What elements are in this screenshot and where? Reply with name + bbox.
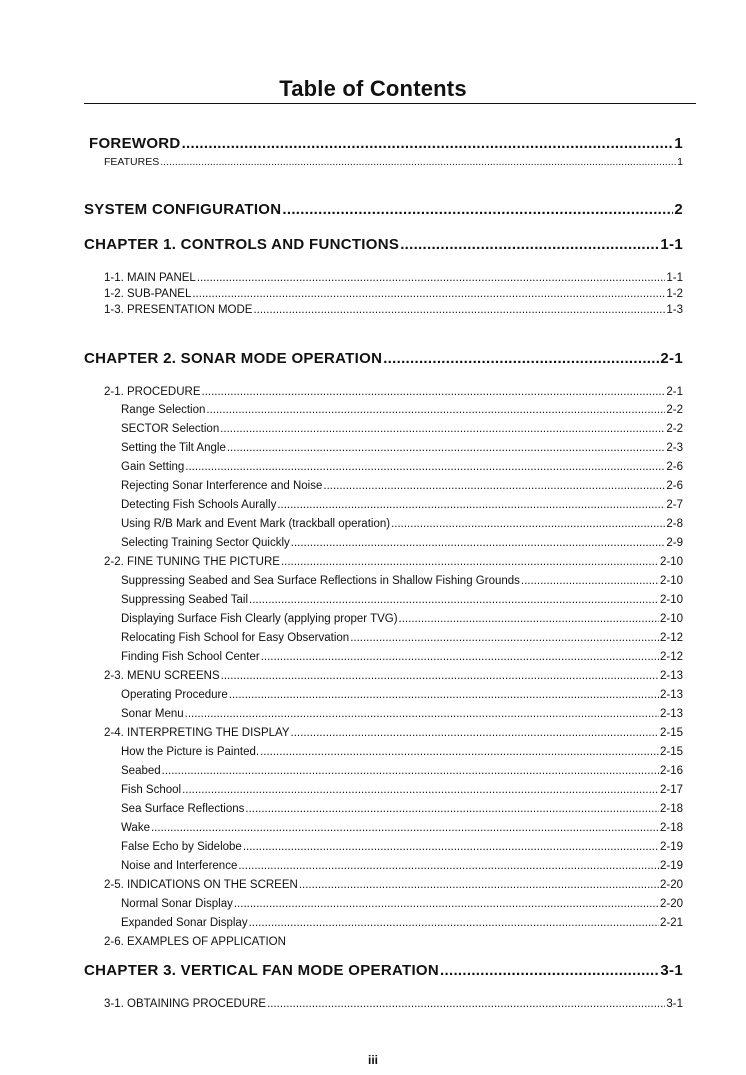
toc-page: 2-3 bbox=[666, 442, 683, 454]
toc-label: False Echo by Sidelobe bbox=[121, 841, 242, 853]
toc-entry-2-5[interactable] bbox=[104, 877, 683, 893]
toc-label: Sonar Menu bbox=[121, 708, 184, 720]
toc-label: FOREWORD bbox=[89, 135, 181, 152]
dot-leader bbox=[160, 154, 676, 170]
toc-label: Seabed bbox=[121, 765, 161, 777]
toc-entry[interactable] bbox=[121, 459, 683, 475]
toc-page: 1-1 bbox=[660, 236, 683, 253]
toc-label: CHAPTER 2. SONAR MODE OPERATION bbox=[84, 350, 383, 367]
dot-leader bbox=[206, 402, 665, 418]
toc-label: Fish School bbox=[121, 784, 182, 796]
toc-entry[interactable] bbox=[121, 421, 683, 437]
toc-entry[interactable] bbox=[121, 516, 683, 532]
dot-leader bbox=[253, 302, 665, 318]
toc-label: Finding Fish School Center bbox=[121, 651, 260, 663]
toc-entry[interactable] bbox=[121, 839, 683, 855]
toc-entry[interactable] bbox=[121, 915, 683, 931]
dot-leader bbox=[440, 961, 659, 981]
toc-label: Detecting Fish Schools Aurally bbox=[121, 499, 277, 511]
toc-entry[interactable] bbox=[121, 858, 683, 874]
toc-label: Expanded Sonar Display bbox=[121, 917, 248, 929]
toc-label: Range Selection bbox=[121, 404, 206, 416]
toc-entry[interactable] bbox=[121, 630, 683, 646]
toc-page: 3-1 bbox=[666, 998, 683, 1010]
toc-page: 2-7 bbox=[666, 499, 683, 511]
dot-leader bbox=[291, 535, 666, 551]
dot-leader bbox=[277, 497, 665, 513]
toc-page: 2-12 bbox=[659, 651, 683, 663]
toc-entry-2-3[interactable] bbox=[104, 668, 683, 684]
toc-label: CHAPTER 3. VERTICAL FAN MODE OPERATION bbox=[84, 962, 440, 979]
dot-leader bbox=[238, 858, 659, 874]
toc-page: 2-18 bbox=[659, 803, 683, 815]
toc-page: 1-3 bbox=[666, 304, 683, 316]
toc-page: 2-1 bbox=[660, 350, 683, 367]
toc-label: Wake bbox=[121, 822, 150, 834]
toc-page: 1 bbox=[677, 156, 683, 168]
toc-entry[interactable] bbox=[121, 649, 683, 665]
toc-page: 2-2 bbox=[666, 423, 683, 435]
toc-page: 2-1 bbox=[666, 386, 683, 398]
toc-label: How the Picture is Painted. bbox=[121, 746, 260, 758]
title-underline bbox=[84, 103, 696, 104]
dot-leader bbox=[197, 270, 666, 286]
toc-page: 2-10 bbox=[659, 556, 683, 568]
toc-page: 2-19 bbox=[659, 860, 683, 872]
toc-entry[interactable] bbox=[121, 801, 683, 817]
toc-page: 2-17 bbox=[659, 784, 683, 796]
toc-page: 2-15 bbox=[659, 746, 683, 758]
dot-leader bbox=[227, 440, 666, 456]
toc-entry-2-4[interactable] bbox=[104, 725, 683, 741]
toc-page: 2-9 bbox=[666, 537, 683, 549]
toc-entry[interactable] bbox=[121, 573, 683, 589]
toc-label: Suppressing Seabed and Sea Surface Reflections in Shallow Fishing Grounds bbox=[121, 575, 520, 587]
toc-entry[interactable] bbox=[121, 535, 683, 551]
toc-entry-features[interactable] bbox=[104, 154, 683, 170]
toc-page: 2 bbox=[674, 201, 683, 218]
toc-page: 2-12 bbox=[659, 632, 683, 644]
toc-label: 1-1. MAIN PANEL bbox=[104, 272, 196, 284]
toc-entry[interactable] bbox=[121, 706, 683, 722]
dot-leader bbox=[182, 134, 674, 154]
toc-entry[interactable] bbox=[121, 744, 683, 760]
toc-entry[interactable] bbox=[121, 402, 683, 418]
toc-label: Relocating Fish School for Easy Observation bbox=[121, 632, 350, 644]
toc-page: 2-10 bbox=[659, 613, 683, 625]
dot-leader bbox=[249, 915, 659, 931]
dot-leader bbox=[400, 235, 659, 255]
toc-label: Rejecting Sonar Interference and Noise bbox=[121, 480, 323, 492]
dot-leader bbox=[182, 782, 659, 798]
toc-label: Using R/B Mark and Event Mark (trackball operation) bbox=[121, 518, 391, 530]
dot-leader bbox=[391, 516, 665, 532]
toc-page: 2-13 bbox=[659, 708, 683, 720]
toc-page: 1-2 bbox=[666, 288, 683, 300]
dot-leader bbox=[299, 877, 659, 893]
dot-leader bbox=[192, 286, 665, 302]
dot-leader bbox=[243, 839, 659, 855]
dot-leader bbox=[323, 478, 665, 494]
toc-entry[interactable] bbox=[121, 782, 683, 798]
toc-entry-foreword[interactable] bbox=[89, 134, 683, 154]
toc-entry-1-1[interactable] bbox=[104, 270, 683, 286]
dot-leader bbox=[162, 763, 659, 779]
dot-leader bbox=[185, 706, 659, 722]
dot-leader bbox=[245, 801, 659, 817]
toc-entry[interactable] bbox=[121, 592, 683, 608]
toc-label: Setting the Tilt Angle bbox=[121, 442, 226, 454]
toc-entry[interactable] bbox=[121, 611, 683, 627]
dot-leader bbox=[267, 996, 665, 1012]
toc-label: 2-2. FINE TUNING THE PICTURE bbox=[104, 556, 280, 568]
toc-entry[interactable] bbox=[121, 687, 683, 703]
dot-leader bbox=[291, 725, 659, 741]
toc-page: 2-15 bbox=[659, 727, 683, 739]
toc-label: 1-2. SUB-PANEL bbox=[104, 288, 192, 300]
dot-leader bbox=[151, 820, 659, 836]
toc-entry[interactable] bbox=[121, 896, 683, 912]
toc-label: Suppressing Seabed Tail bbox=[121, 594, 249, 606]
toc-entry[interactable] bbox=[121, 478, 683, 494]
toc-page: 2-21 bbox=[659, 917, 683, 929]
toc-page: 2-13 bbox=[659, 689, 683, 701]
page-title: Table of Contents bbox=[279, 76, 467, 101]
dot-leader bbox=[202, 384, 666, 400]
toc-label: 1-3. PRESENTATION MODE bbox=[104, 304, 253, 316]
toc-entry[interactable] bbox=[121, 440, 683, 456]
toc-label: SECTOR Selection bbox=[121, 423, 220, 435]
dot-leader bbox=[521, 573, 659, 589]
toc-page: 2-6 bbox=[666, 480, 683, 492]
toc-page: 2-18 bbox=[659, 822, 683, 834]
dot-leader bbox=[399, 611, 659, 627]
toc-entry-2-6[interactable] bbox=[104, 934, 683, 950]
toc-page: 2-6 bbox=[666, 461, 683, 473]
toc-entry[interactable] bbox=[121, 820, 683, 836]
toc-label: FEATURES bbox=[104, 156, 160, 168]
toc-label: Normal Sonar Display bbox=[121, 898, 233, 910]
toc-entry-3-1[interactable] bbox=[104, 996, 683, 1012]
toc-page: 1-1 bbox=[666, 272, 683, 284]
toc-entry-1-3[interactable] bbox=[104, 302, 683, 318]
toc-label: Displaying Surface Fish Clearly (applying proper TVG) bbox=[121, 613, 398, 625]
dot-leader bbox=[249, 592, 659, 608]
dot-leader bbox=[350, 630, 659, 646]
toc-label: 2-4. INTERPRETING THE DISPLAY bbox=[104, 727, 290, 739]
toc-entry-chapter-1[interactable] bbox=[84, 235, 683, 255]
dot-leader bbox=[221, 668, 659, 684]
toc-label: 2-3. MENU SCREENS bbox=[104, 670, 220, 682]
toc-label: SYSTEM CONFIGURATION bbox=[84, 201, 282, 218]
dot-leader bbox=[260, 744, 659, 760]
toc-page: 2-10 bbox=[659, 594, 683, 606]
toc-label: CHAPTER 1. CONTROLS AND FUNCTIONS bbox=[84, 236, 400, 253]
dot-leader bbox=[383, 349, 659, 369]
toc-page: 2-16 bbox=[659, 765, 683, 777]
toc-page: 2-8 bbox=[666, 518, 683, 530]
toc-label: 2-6. EXAMPLES OF APPLICATION bbox=[104, 936, 286, 948]
toc-label: Selecting Training Sector Quickly bbox=[121, 537, 290, 549]
toc-page: 2-13 bbox=[659, 670, 683, 682]
toc-label: Gain Setting bbox=[121, 461, 185, 473]
page-number: iii bbox=[367, 1053, 378, 1067]
toc-entry-chapter-3[interactable] bbox=[84, 961, 683, 981]
toc-label: 2-1. PROCEDURE bbox=[104, 386, 201, 398]
toc-page: 2-10 bbox=[659, 575, 683, 587]
dot-leader bbox=[261, 649, 659, 665]
toc-label: Noise and Interference bbox=[121, 860, 238, 872]
dot-leader bbox=[229, 687, 659, 703]
dot-leader bbox=[234, 896, 659, 912]
toc-label: 3-1. OBTAINING PROCEDURE bbox=[104, 998, 267, 1010]
toc-page: 1 bbox=[674, 135, 683, 152]
toc-entry[interactable] bbox=[121, 497, 683, 513]
toc-label: 2-5. INDICATIONS ON THE SCREEN bbox=[104, 879, 298, 891]
dot-leader bbox=[185, 459, 665, 475]
dot-leader bbox=[282, 200, 673, 220]
toc-label: Operating Procedure bbox=[121, 689, 228, 701]
toc-entry-chapter-2[interactable] bbox=[84, 349, 683, 369]
toc-page: 2-20 bbox=[659, 879, 683, 891]
toc-page: 3-1 bbox=[660, 962, 683, 979]
toc-entry-system-configuration[interactable] bbox=[84, 200, 683, 220]
toc-entry-2-2[interactable] bbox=[104, 554, 683, 570]
toc-entry-2-1[interactable] bbox=[104, 384, 683, 400]
toc-page: 2-19 bbox=[659, 841, 683, 853]
toc-label: Sea Surface Reflections bbox=[121, 803, 245, 815]
toc-entry[interactable] bbox=[121, 763, 683, 779]
toc-page: 2-20 bbox=[659, 898, 683, 910]
dot-leader bbox=[281, 554, 659, 570]
toc-page: 2-2 bbox=[666, 404, 683, 416]
dot-leader bbox=[220, 421, 665, 437]
toc-entry-1-2[interactable] bbox=[104, 286, 683, 302]
